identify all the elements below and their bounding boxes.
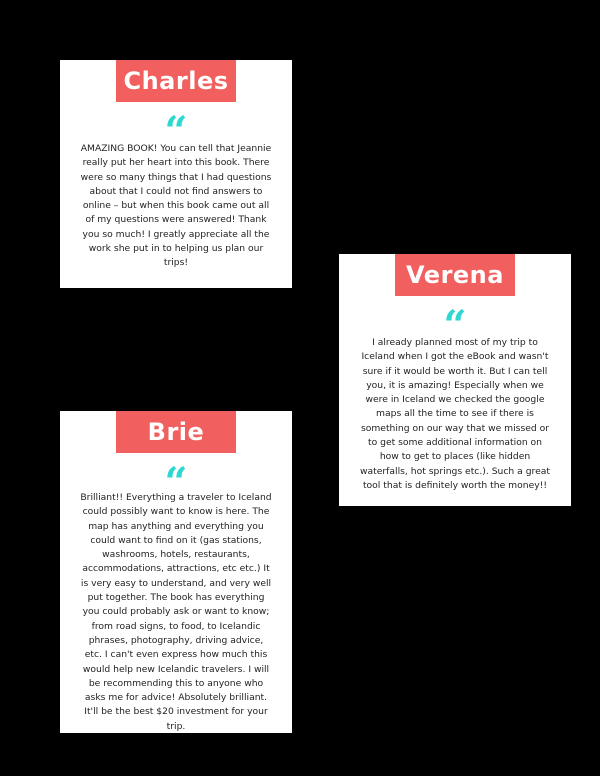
reviewer-name: Brie [116, 411, 236, 453]
testimonial-card-brie [60, 411, 292, 733]
testimonial-card-verena [339, 254, 571, 506]
review-text: Brilliant!! Everything a traveler to Iceland could possibly want to know is here. The map has anything and everything you could want to find on it (gas stations, washrooms, hotels, restaurants, accommodations, attractions, etc etc.) It is very easy to understand, and very well put together. The book has everything you could probably ask or want to know; from road signs, to food, to Icelandic phrases, photography, driving advice, etc. I can't even express how much this would help new Icelandic travelers. I will be recommending this to anyone who asks me for advice! Absolutely brilliant. It'll be the best $20 investment for your trip. [80, 492, 272, 732]
quote-icon: “ [164, 459, 188, 506]
reviewer-name: Charles [116, 60, 236, 102]
quote-icon: “ [164, 108, 188, 155]
testimonial-card-charles [60, 60, 292, 288]
quote-icon: “ [443, 302, 467, 349]
reviewer-name: Verena [395, 254, 515, 296]
review-text: AMAZING BOOK! You can tell that Jeannie really put her heart into this book. There were so many things that I had questions about that I could not find answers to online – but when this book came out all of my questions were answered! Thank you so much! I greatly appreciate all the work she put in to helping us plan our trips! [80, 143, 272, 269]
review-text: I already planned most of my trip to Iceland when I got the eBook and wasn't sure if it would be worth it. But I can tell you, it is amazing! Especially when we were in Iceland we checked the google maps all the time to see if there is something on our way that we missed or to get some additional information on how to get to places (like hidden waterfalls, hot springs etc.). Such a great tool that is definitely worth the money!! [360, 337, 550, 491]
